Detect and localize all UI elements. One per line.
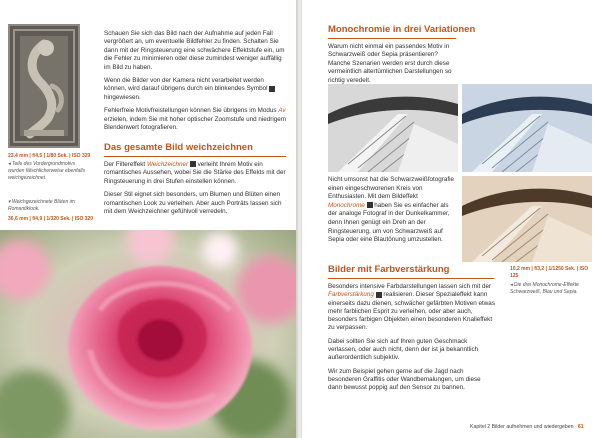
right-paragraph-2 [328,176,456,245]
av-mode: Av [278,107,286,115]
heading-rule [104,156,286,157]
right-text-column [328,283,496,398]
mono-caption-text: Die drei Monochrome-Effekte Schwarzweiß, Blau und Sepia. [510,282,579,295]
page-number: 61 [577,424,584,430]
left-paragraph-3-start: Fehlerfreie Motivfreistellungen können Sie übrigens im Modus [104,107,277,115]
page-footer [470,424,584,430]
color-boost-icon [376,292,382,298]
softfocus-effect: Weichzeichner [146,161,189,168]
left-text-column-2 [104,161,286,221]
left-paragraph-1: Schauen Sie sich das Bild nach der Aufnahme auf jeden Fall vergrößert an, um eventuelle Bildfehler zu finden. Schalten Sie dann mit der Ringsteuerung eine schwächere Effektstufe ein, um die Fehler zu minimieren oder diese zumindest weniger auffällig im Bild zu haben. [104,30,285,71]
left-paragraph-5: Dieser Stil eignet sich besonders, um Blumen und Blüten einen romantischen Look zu verleihen. Aber auch Porträts lassen sich mit dem Weichzeichner gefühlvoll verredeln. [104,191,282,216]
rose-photo [0,230,298,438]
left-paragraph-3-end: erzielen, indem Sie mit hoher optischer Zoomstufe und niedrigem Blendenwert fotografieren. [104,115,287,132]
ornament-photo [8,24,80,148]
mono-caption: ◂ Die drei Monochrome-Effekte Schwarzweiß, Blau und Sepia. [510,282,579,295]
heading-rule [328,38,456,39]
right-page [302,0,600,438]
monochrome-sepia-photo [462,176,592,262]
left-paragraph-2-end: hingewiesen. [104,93,141,101]
rose-caption-text: Weichgezeichnete Blüten im Romantiklook. [8,199,75,212]
right-paragraph-3 [328,283,496,333]
right-paragraph-1: Warum nicht einmal ein passendes Motiv in Schwarzweiß oder Sepia präsentieren? Manche Szenarien werden erst durch diese vermeintlich altertümlichen Darstellungen so richtig veredelt. [328,43,452,84]
rose-caption-meta: 30,6 mm | f/4,9 | 1/320 Sek. | ISO 320 [8,216,94,222]
monochrome-icon [367,202,373,208]
left-text-column [104,30,286,137]
monochrome-effect: Monochrome [328,201,365,209]
left-paragraph-4-start: Der Filtereffekt [104,161,146,168]
right-paragraph-3-end: realisieren. Dieser Spezialeffekt kann einerseits dazu dienen, schwächer gefärbten Motiven etwas mehr farblichen Esprit zu verleihen, oder aber auch, besonders farbigen Objekten einen besonderen Knalleffekt zu verpassen. [328,291,495,332]
right-paragraph-5: Wir zum Beispiel gehen gerne auf die Jagd nach besonderen Graffitis oder Wandbemalungen, um diese dann bewusst poppig auf den Sensor zu bannen. [328,367,481,392]
softfocus-icon [190,161,196,167]
heading-rule [328,278,494,279]
right-paragraph-3-start: Besonders intensive Farbdarstellungen lassen sich mit der [328,283,492,290]
right-paragraph-4: Dabei sollten Sie sich auf Ihren guten Geschmack verlassen, oder auch nicht, denn der ist ja bekanntlich außerordentlich subjektiv. [328,337,479,362]
footer-chapter: Kapitel 2 Bilder aufnehmen und wiedergeben [470,424,574,430]
photo-caption-meta: 23,4 mm | f/4,5 | 1/80 Sek. | ISO 320 [8,153,91,159]
mono-caption-meta: 10,2 mm | f/3,2 | 1/1250 Sek. | ISO 125 [510,266,589,279]
right-paragraph-2-end: haben Sie es einfacher als der analoge Fotograf in der Dunkelkammer, denn Ihnen genügt ein Dreh an der Ringsteuerung, um von Schwarzweiß auf Sepia oder eine Blautönung umzustellen. [328,201,450,244]
right-heading-1: Monochromie in drei Variationen [328,24,476,35]
blink-symbol-icon [269,86,275,92]
left-paragraph-2-start: Wenn die Bilder von der Kamera nicht verarbeitet werden können, wird darauf übrigens durch ein blinkendes Symbol [104,77,268,93]
left-paragraph-3 [104,107,286,132]
color-boost-effect: Farbverstärkung [328,291,374,299]
rose-caption: ▾ Weichgezeichnete Blüten im Romantiklook. [8,199,75,212]
left-paragraph-4 [104,161,286,186]
left-page [0,0,298,438]
monochrome-bw-photo [328,84,458,172]
right-paragraph-2-start: Nicht umsonst hat die Schwarzweißfotografie einen eingeschworenen Kreis von Enthusiasten. Mit dem Bildeffekt [328,176,454,201]
photo-caption: ◂ Teile des Vordergrundmotivs wurden fälschlicherweise ebenfalls weichgezeichnet. [8,161,85,181]
monochrome-blue-photo [462,84,592,172]
left-section-heading: Das gesamte Bild weichzeichnen [104,142,253,153]
photo-caption-text: Teile des Vordergrundmotivs wurden fälschlicherweise ebenfalls weichgezeichnet. [8,161,85,181]
left-paragraph-4-end: verleiht Ihrem Motiv ein romantisches Aussehen, wobei Sie die Stärke des Effekts mit der Ringsteuerung in drei Stufen einstellen können. [104,161,286,185]
left-paragraph-2 [104,77,286,102]
right-heading-2: Bilder mit Farbverstärkung [328,264,450,275]
